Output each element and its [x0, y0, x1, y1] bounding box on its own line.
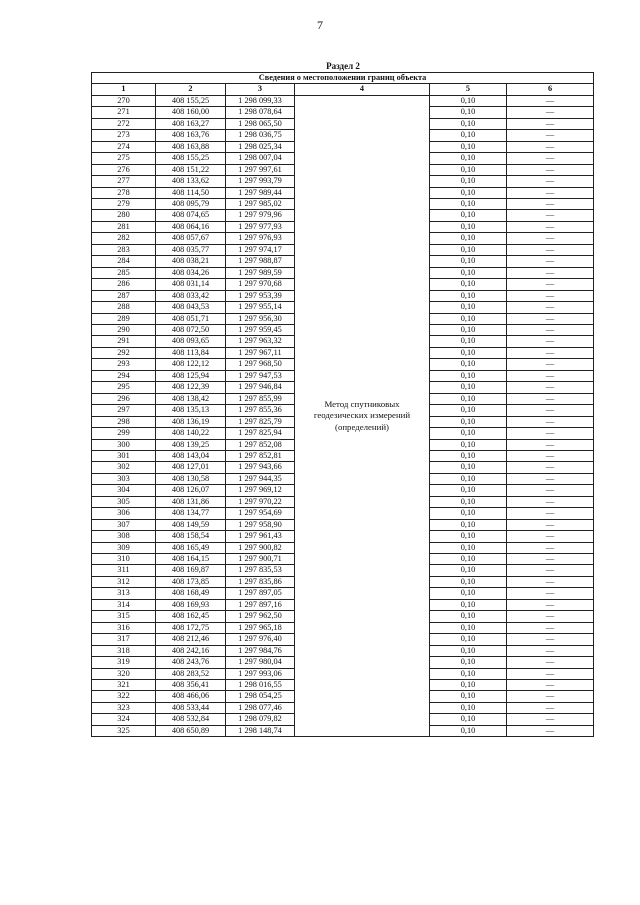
- point-number-cell: 289: [92, 313, 156, 324]
- accuracy-cell: 0,10: [430, 290, 507, 301]
- table-row: [92, 95, 594, 106]
- y-coordinate-cell: 1 297 835,86: [226, 576, 295, 587]
- y-coordinate-cell: 1 297 985,02: [226, 198, 295, 209]
- x-coordinate-cell: 408 038,21: [156, 256, 226, 267]
- description-cell: —: [507, 634, 594, 645]
- point-number-cell: 293: [92, 359, 156, 370]
- point-number-cell: 284: [92, 256, 156, 267]
- accuracy-cell: 0,10: [430, 118, 507, 129]
- y-coordinate-cell: 1 297 979,96: [226, 210, 295, 221]
- y-coordinate-cell: 1 297 825,94: [226, 428, 295, 439]
- table-title: Сведения о местоположении границ объекта: [92, 73, 594, 84]
- point-number-cell: 288: [92, 302, 156, 313]
- y-coordinate-cell: 1 297 958,90: [226, 519, 295, 530]
- y-coordinate-cell: 1 297 962,50: [226, 611, 295, 622]
- x-coordinate-cell: 408 149,59: [156, 519, 226, 530]
- accuracy-cell: 0,10: [430, 496, 507, 507]
- description-cell: —: [507, 244, 594, 255]
- point-number-cell: 302: [92, 462, 156, 473]
- accuracy-cell: 0,10: [430, 198, 507, 209]
- y-coordinate-cell: 1 298 099,33: [226, 95, 295, 106]
- point-number-cell: 313: [92, 588, 156, 599]
- x-coordinate-cell: 408 057,67: [156, 233, 226, 244]
- description-cell: —: [507, 279, 594, 290]
- description-cell: —: [507, 256, 594, 267]
- x-coordinate-cell: 408 139,25: [156, 439, 226, 450]
- y-coordinate-cell: 1 297 953,39: [226, 290, 295, 301]
- x-coordinate-cell: 408 127,01: [156, 462, 226, 473]
- y-coordinate-cell: 1 297 852,08: [226, 439, 295, 450]
- x-coordinate-cell: 408 143,04: [156, 450, 226, 461]
- point-number-cell: 295: [92, 382, 156, 393]
- accuracy-cell: 0,10: [430, 187, 507, 198]
- accuracy-cell: 0,10: [430, 565, 507, 576]
- point-number-cell: 322: [92, 691, 156, 702]
- point-number-cell: 321: [92, 680, 156, 691]
- point-number-cell: 285: [92, 267, 156, 278]
- point-number-cell: 306: [92, 508, 156, 519]
- y-coordinate-cell: 1 297 997,61: [226, 164, 295, 175]
- y-coordinate-cell: 1 297 970,68: [226, 279, 295, 290]
- section-title: Раздел 2: [326, 61, 360, 71]
- accuracy-cell: 0,10: [430, 382, 507, 393]
- description-cell: —: [507, 187, 594, 198]
- x-coordinate-cell: 408 043,53: [156, 302, 226, 313]
- y-coordinate-cell: 1 297 967,11: [226, 347, 295, 358]
- x-coordinate-cell: 408 113,84: [156, 347, 226, 358]
- point-number-cell: 279: [92, 198, 156, 209]
- description-cell: —: [507, 714, 594, 725]
- y-coordinate-cell: 1 298 016,55: [226, 680, 295, 691]
- description-cell: —: [507, 588, 594, 599]
- column-number: 1: [92, 84, 156, 95]
- description-cell: —: [507, 153, 594, 164]
- point-number-cell: 308: [92, 531, 156, 542]
- point-number-cell: 310: [92, 554, 156, 565]
- y-coordinate-cell: 1 298 054,25: [226, 691, 295, 702]
- description-cell: —: [507, 565, 594, 576]
- description-cell: —: [507, 576, 594, 587]
- x-coordinate-cell: 408 466,06: [156, 691, 226, 702]
- x-coordinate-cell: 408 533,44: [156, 702, 226, 713]
- x-coordinate-cell: 408 072,50: [156, 324, 226, 335]
- accuracy-cell: 0,10: [430, 107, 507, 118]
- description-cell: —: [507, 554, 594, 565]
- point-number-cell: 311: [92, 565, 156, 576]
- description-cell: —: [507, 519, 594, 530]
- x-coordinate-cell: 408 151,22: [156, 164, 226, 175]
- y-coordinate-cell: 1 297 900,71: [226, 554, 295, 565]
- x-coordinate-cell: 408 356,41: [156, 680, 226, 691]
- x-coordinate-cell: 408 122,12: [156, 359, 226, 370]
- point-number-cell: 303: [92, 473, 156, 484]
- y-coordinate-cell: 1 297 961,43: [226, 531, 295, 542]
- accuracy-cell: 0,10: [430, 141, 507, 152]
- x-coordinate-cell: 408 212,46: [156, 634, 226, 645]
- description-cell: —: [507, 393, 594, 404]
- point-number-cell: 305: [92, 496, 156, 507]
- y-coordinate-cell: 1 297 989,44: [226, 187, 295, 198]
- description-cell: —: [507, 691, 594, 702]
- description-cell: —: [507, 359, 594, 370]
- y-coordinate-cell: 1 297 855,99: [226, 393, 295, 404]
- description-cell: —: [507, 645, 594, 656]
- x-coordinate-cell: 408 033,42: [156, 290, 226, 301]
- description-cell: —: [507, 725, 594, 736]
- x-coordinate-cell: 408 650,89: [156, 725, 226, 736]
- accuracy-cell: 0,10: [430, 370, 507, 381]
- page-number: 7: [317, 18, 323, 32]
- y-coordinate-cell: 1 298 148,74: [226, 725, 295, 736]
- x-coordinate-cell: 408 164,15: [156, 554, 226, 565]
- accuracy-cell: 0,10: [430, 473, 507, 484]
- x-coordinate-cell: 408 031,14: [156, 279, 226, 290]
- y-coordinate-cell: 1 297 984,76: [226, 645, 295, 656]
- y-coordinate-cell: 1 297 852,81: [226, 450, 295, 461]
- point-number-cell: 299: [92, 428, 156, 439]
- point-number-cell: 304: [92, 485, 156, 496]
- description-cell: —: [507, 210, 594, 221]
- y-coordinate-cell: 1 298 079,82: [226, 714, 295, 725]
- column-number: 3: [226, 84, 295, 95]
- point-number-cell: 320: [92, 668, 156, 679]
- point-number-cell: 296: [92, 393, 156, 404]
- y-coordinate-cell: 1 297 989,59: [226, 267, 295, 278]
- y-coordinate-cell: 1 298 078,64: [226, 107, 295, 118]
- accuracy-cell: 0,10: [430, 267, 507, 278]
- description-cell: —: [507, 141, 594, 152]
- accuracy-cell: 0,10: [430, 714, 507, 725]
- accuracy-cell: 0,10: [430, 680, 507, 691]
- y-coordinate-cell: 1 297 855,36: [226, 405, 295, 416]
- accuracy-cell: 0,10: [430, 279, 507, 290]
- point-number-cell: 287: [92, 290, 156, 301]
- point-number-cell: 275: [92, 153, 156, 164]
- accuracy-cell: 0,10: [430, 359, 507, 370]
- x-coordinate-cell: 408 242,16: [156, 645, 226, 656]
- y-coordinate-cell: 1 297 954,69: [226, 508, 295, 519]
- x-coordinate-cell: 408 035,77: [156, 244, 226, 255]
- column-number: 2: [156, 84, 226, 95]
- accuracy-cell: 0,10: [430, 450, 507, 461]
- y-coordinate-cell: 1 297 897,16: [226, 599, 295, 610]
- description-cell: —: [507, 599, 594, 610]
- accuracy-cell: 0,10: [430, 244, 507, 255]
- accuracy-cell: 0,10: [430, 210, 507, 221]
- y-coordinate-cell: 1 297 993,79: [226, 176, 295, 187]
- description-cell: —: [507, 542, 594, 553]
- accuracy-cell: 0,10: [430, 702, 507, 713]
- description-cell: —: [507, 439, 594, 450]
- description-cell: —: [507, 176, 594, 187]
- description-cell: —: [507, 221, 594, 232]
- x-coordinate-cell: 408 034,26: [156, 267, 226, 278]
- description-cell: —: [507, 347, 594, 358]
- point-number-cell: 282: [92, 233, 156, 244]
- accuracy-cell: 0,10: [430, 611, 507, 622]
- x-coordinate-cell: 408 051,71: [156, 313, 226, 324]
- y-coordinate-cell: 1 297 947,53: [226, 370, 295, 381]
- point-number-cell: 312: [92, 576, 156, 587]
- point-number-cell: 323: [92, 702, 156, 713]
- accuracy-cell: 0,10: [430, 634, 507, 645]
- description-cell: —: [507, 95, 594, 106]
- point-number-cell: 270: [92, 95, 156, 106]
- point-number-cell: 309: [92, 542, 156, 553]
- accuracy-cell: 0,10: [430, 130, 507, 141]
- accuracy-cell: 0,10: [430, 405, 507, 416]
- x-coordinate-cell: 408 169,93: [156, 599, 226, 610]
- description-cell: —: [507, 668, 594, 679]
- description-cell: —: [507, 302, 594, 313]
- column-number: 5: [430, 84, 507, 95]
- point-number-cell: 277: [92, 176, 156, 187]
- x-coordinate-cell: 408 169,87: [156, 565, 226, 576]
- accuracy-cell: 0,10: [430, 462, 507, 473]
- point-number-cell: 307: [92, 519, 156, 530]
- point-number-cell: 290: [92, 324, 156, 335]
- point-number-cell: 292: [92, 347, 156, 358]
- y-coordinate-cell: 1 297 897,05: [226, 588, 295, 599]
- y-coordinate-cell: 1 297 970,22: [226, 496, 295, 507]
- y-coordinate-cell: 1 297 976,40: [226, 634, 295, 645]
- description-cell: —: [507, 680, 594, 691]
- point-number-cell: 324: [92, 714, 156, 725]
- accuracy-cell: 0,10: [430, 302, 507, 313]
- y-coordinate-cell: 1 297 943,66: [226, 462, 295, 473]
- accuracy-cell: 0,10: [430, 256, 507, 267]
- point-number-cell: 274: [92, 141, 156, 152]
- accuracy-cell: 0,10: [430, 95, 507, 106]
- y-coordinate-cell: 1 297 993,06: [226, 668, 295, 679]
- accuracy-cell: 0,10: [430, 645, 507, 656]
- x-coordinate-cell: 408 163,88: [156, 141, 226, 152]
- x-coordinate-cell: 408 168,49: [156, 588, 226, 599]
- accuracy-cell: 0,10: [430, 588, 507, 599]
- y-coordinate-cell: 1 297 825,79: [226, 416, 295, 427]
- description-cell: —: [507, 405, 594, 416]
- coordinates-table: [91, 72, 594, 737]
- accuracy-cell: 0,10: [430, 221, 507, 232]
- x-coordinate-cell: 408 133,62: [156, 176, 226, 187]
- accuracy-cell: 0,10: [430, 725, 507, 736]
- point-number-cell: 300: [92, 439, 156, 450]
- x-coordinate-cell: 408 158,54: [156, 531, 226, 542]
- description-cell: —: [507, 290, 594, 301]
- x-coordinate-cell: 408 122,39: [156, 382, 226, 393]
- description-cell: —: [507, 473, 594, 484]
- description-cell: —: [507, 130, 594, 141]
- point-number-cell: 298: [92, 416, 156, 427]
- accuracy-cell: 0,10: [430, 508, 507, 519]
- y-coordinate-cell: 1 297 968,50: [226, 359, 295, 370]
- point-number-cell: 271: [92, 107, 156, 118]
- accuracy-cell: 0,10: [430, 542, 507, 553]
- point-number-cell: 294: [92, 370, 156, 381]
- accuracy-cell: 0,10: [430, 519, 507, 530]
- accuracy-cell: 0,10: [430, 622, 507, 633]
- point-number-cell: 319: [92, 657, 156, 668]
- y-coordinate-cell: 1 298 036,75: [226, 130, 295, 141]
- description-cell: —: [507, 164, 594, 175]
- x-coordinate-cell: 408 138,42: [156, 393, 226, 404]
- description-cell: —: [507, 611, 594, 622]
- accuracy-cell: 0,10: [430, 164, 507, 175]
- description-cell: —: [507, 428, 594, 439]
- x-coordinate-cell: 408 135,13: [156, 405, 226, 416]
- x-coordinate-cell: 408 136,19: [156, 416, 226, 427]
- column-number-row: [92, 84, 594, 95]
- accuracy-cell: 0,10: [430, 691, 507, 702]
- y-coordinate-cell: 1 297 963,32: [226, 336, 295, 347]
- point-number-cell: 317: [92, 634, 156, 645]
- x-coordinate-cell: 408 131,86: [156, 496, 226, 507]
- description-cell: —: [507, 657, 594, 668]
- point-number-cell: 273: [92, 130, 156, 141]
- x-coordinate-cell: 408 134,77: [156, 508, 226, 519]
- x-coordinate-cell: 408 155,25: [156, 95, 226, 106]
- x-coordinate-cell: 408 114,50: [156, 187, 226, 198]
- point-number-cell: 301: [92, 450, 156, 461]
- y-coordinate-cell: 1 298 065,50: [226, 118, 295, 129]
- point-number-cell: 286: [92, 279, 156, 290]
- description-cell: —: [507, 508, 594, 519]
- y-coordinate-cell: 1 297 944,35: [226, 473, 295, 484]
- accuracy-cell: 0,10: [430, 485, 507, 496]
- description-cell: —: [507, 702, 594, 713]
- x-coordinate-cell: 408 172,75: [156, 622, 226, 633]
- description-cell: —: [507, 622, 594, 633]
- accuracy-cell: 0,10: [430, 313, 507, 324]
- accuracy-cell: 0,10: [430, 599, 507, 610]
- accuracy-cell: 0,10: [430, 668, 507, 679]
- point-number-cell: 316: [92, 622, 156, 633]
- accuracy-cell: 0,10: [430, 233, 507, 244]
- x-coordinate-cell: 408 126,07: [156, 485, 226, 496]
- y-coordinate-cell: 1 297 946,84: [226, 382, 295, 393]
- accuracy-cell: 0,10: [430, 393, 507, 404]
- accuracy-cell: 0,10: [430, 347, 507, 358]
- accuracy-cell: 0,10: [430, 428, 507, 439]
- accuracy-cell: 0,10: [430, 576, 507, 587]
- description-cell: —: [507, 450, 594, 461]
- x-coordinate-cell: 408 283,52: [156, 668, 226, 679]
- description-cell: —: [507, 267, 594, 278]
- y-coordinate-cell: 1 297 974,17: [226, 244, 295, 255]
- description-cell: —: [507, 118, 594, 129]
- y-coordinate-cell: 1 297 976,93: [226, 233, 295, 244]
- description-cell: —: [507, 233, 594, 244]
- x-coordinate-cell: 408 155,25: [156, 153, 226, 164]
- description-cell: —: [507, 336, 594, 347]
- y-coordinate-cell: 1 297 900,82: [226, 542, 295, 553]
- point-number-cell: 278: [92, 187, 156, 198]
- y-coordinate-cell: 1 297 965,18: [226, 622, 295, 633]
- accuracy-cell: 0,10: [430, 554, 507, 565]
- accuracy-cell: 0,10: [430, 531, 507, 542]
- y-coordinate-cell: 1 298 025,34: [226, 141, 295, 152]
- y-coordinate-cell: 1 297 980,04: [226, 657, 295, 668]
- point-number-cell: 280: [92, 210, 156, 221]
- point-number-cell: 315: [92, 611, 156, 622]
- x-coordinate-cell: 408 125,94: [156, 370, 226, 381]
- point-number-cell: 272: [92, 118, 156, 129]
- accuracy-cell: 0,10: [430, 336, 507, 347]
- point-number-cell: 283: [92, 244, 156, 255]
- x-coordinate-cell: 408 163,76: [156, 130, 226, 141]
- description-cell: —: [507, 531, 594, 542]
- x-coordinate-cell: 408 130,58: [156, 473, 226, 484]
- y-coordinate-cell: 1 297 835,53: [226, 565, 295, 576]
- point-number-cell: 314: [92, 599, 156, 610]
- description-cell: —: [507, 313, 594, 324]
- accuracy-cell: 0,10: [430, 439, 507, 450]
- description-cell: —: [507, 416, 594, 427]
- x-coordinate-cell: 408 532,84: [156, 714, 226, 725]
- x-coordinate-cell: 408 140,22: [156, 428, 226, 439]
- x-coordinate-cell: 408 162,45: [156, 611, 226, 622]
- x-coordinate-cell: 408 160,00: [156, 107, 226, 118]
- column-number: 4: [295, 84, 430, 95]
- x-coordinate-cell: 408 093,65: [156, 336, 226, 347]
- y-coordinate-cell: 1 297 956,30: [226, 313, 295, 324]
- method-cell: Метод спутниковых геодезических измерений (определений): [295, 95, 430, 736]
- y-coordinate-cell: 1 298 007,04: [226, 153, 295, 164]
- description-cell: —: [507, 198, 594, 209]
- x-coordinate-cell: 408 163,27: [156, 118, 226, 129]
- point-number-cell: 297: [92, 405, 156, 416]
- x-coordinate-cell: 408 064,16: [156, 221, 226, 232]
- y-coordinate-cell: 1 297 988,87: [226, 256, 295, 267]
- description-cell: —: [507, 324, 594, 335]
- point-number-cell: 281: [92, 221, 156, 232]
- accuracy-cell: 0,10: [430, 176, 507, 187]
- accuracy-cell: 0,10: [430, 324, 507, 335]
- description-cell: —: [507, 485, 594, 496]
- accuracy-cell: 0,10: [430, 416, 507, 427]
- description-cell: —: [507, 107, 594, 118]
- y-coordinate-cell: 1 297 955,14: [226, 302, 295, 313]
- point-number-cell: 276: [92, 164, 156, 175]
- x-coordinate-cell: 408 074,65: [156, 210, 226, 221]
- x-coordinate-cell: 408 165,49: [156, 542, 226, 553]
- description-cell: —: [507, 462, 594, 473]
- description-cell: —: [507, 370, 594, 381]
- x-coordinate-cell: 408 173,85: [156, 576, 226, 587]
- column-number: 6: [507, 84, 594, 95]
- point-number-cell: 291: [92, 336, 156, 347]
- y-coordinate-cell: 1 297 977,93: [226, 221, 295, 232]
- description-cell: —: [507, 496, 594, 507]
- y-coordinate-cell: 1 297 969,12: [226, 485, 295, 496]
- accuracy-cell: 0,10: [430, 153, 507, 164]
- description-cell: —: [507, 382, 594, 393]
- x-coordinate-cell: 408 095,79: [156, 198, 226, 209]
- x-coordinate-cell: 408 243,76: [156, 657, 226, 668]
- y-coordinate-cell: 1 297 959,45: [226, 324, 295, 335]
- point-number-cell: 318: [92, 645, 156, 656]
- y-coordinate-cell: 1 298 077,46: [226, 702, 295, 713]
- accuracy-cell: 0,10: [430, 657, 507, 668]
- point-number-cell: 325: [92, 725, 156, 736]
